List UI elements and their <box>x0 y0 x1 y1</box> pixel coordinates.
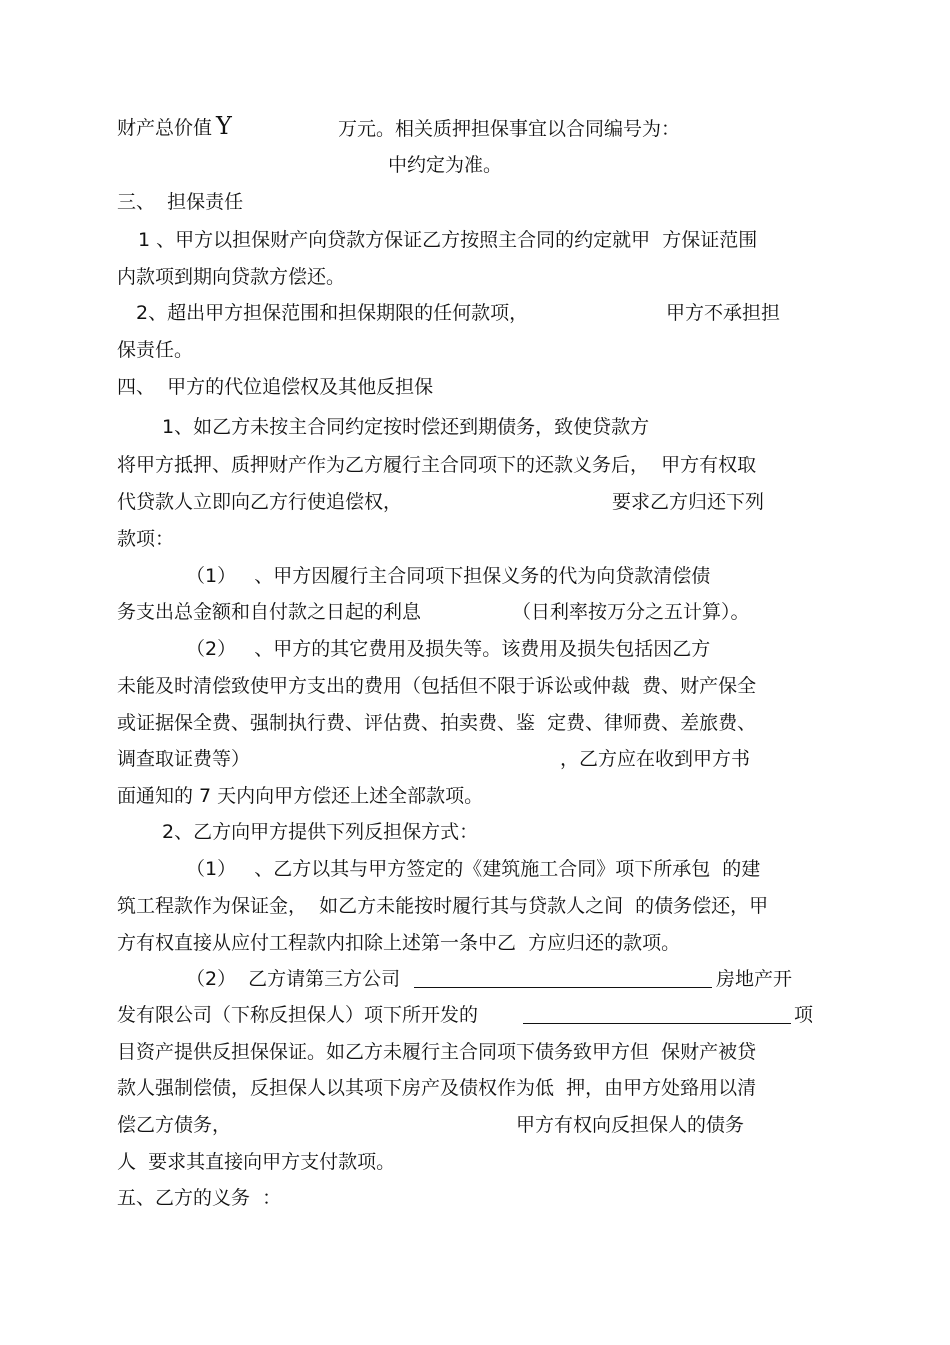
paragraph-line: 发有限公司（下称反担保人）项下所开发的 <box>117 1004 479 1026</box>
paragraph-line: 甲方不承担担 <box>666 302 781 324</box>
section-heading-5: 五、乙方的义务 ： <box>117 1187 282 1209</box>
paragraph-line: 方有权直接从应付工程款内扣除上述第一条中乙 方应归还的款项。 <box>117 932 681 954</box>
paragraph-line: 2、乙方向甲方提供下列反担保方式： <box>162 821 479 843</box>
section-heading-3: 三、 担保责任 <box>117 191 244 213</box>
paragraph-line: 目资产提供反担保保证。如乙方未履行主合同项下债务致甲方但 保财产被贷 <box>117 1041 757 1063</box>
paragraph-line: 甲方有权向反担保人的债务 <box>516 1114 745 1136</box>
paragraph-line: ，乙方应在收到甲方书 <box>560 748 751 770</box>
paragraph-line: 未能及时清偿致使甲方支出的费用（包括但不限于诉讼或仲裁 费、财产保全 <box>117 675 757 697</box>
paragraph-line: （2） 、甲方的其它费用及损失等。该费用及损失包括因乙方 <box>186 638 711 660</box>
paragraph-line: （2） 乙方请第三方公司 <box>186 968 401 990</box>
paragraph-line: （1） 、乙方以其与甲方签定的《建筑施工合同》项下所承包 的建 <box>186 858 761 880</box>
paragraph-line: 房地产开 <box>716 968 793 990</box>
paragraph-line: 筑工程款作为保证金， 如乙方未能按时履行其与贷款人之间 的债务偿还，甲 <box>117 895 769 917</box>
paragraph-line: 款项： <box>117 528 175 550</box>
paragraph-line: 1、如乙方未按主合同约定按时偿还到期债务，致使贷款方 <box>162 416 650 438</box>
paragraph-line: 1 、甲方以担保财产向贷款方保证乙方按照主合同的约定就甲 方保证范围 <box>138 229 758 251</box>
paragraph-line: 或证据保全费、强制执行费、评估费、拍卖费、鉴 定费、律师费、差旅费、 <box>117 712 757 734</box>
company-name-blank <box>414 970 712 988</box>
paragraph-line: 人 要求其直接向甲方支付款项。 <box>117 1151 396 1173</box>
paragraph-line: 保责任。 <box>117 339 194 361</box>
paragraph-line: 代贷款人立即向乙方行使追偿权， <box>117 491 403 513</box>
project-name-blank <box>523 1006 791 1024</box>
paragraph-line: 2、超出甲方担保范围和担保期限的任何款项， <box>136 302 529 324</box>
paragraph-line: 面通知的 7 天内向甲方偿还上述全部款项。 <box>117 785 484 807</box>
section-heading-4: 四、 甲方的代位追偿权及其他反担保 <box>117 376 434 398</box>
paragraph-line: 要求乙方归还下列 <box>612 491 765 513</box>
text: 财产总价值 <box>117 117 213 139</box>
yuan-symbol: Y <box>216 112 232 140</box>
paragraph-line: 务支出总金额和自付款之日起的利息 <box>117 601 422 623</box>
paragraph-line: 项 <box>794 1004 814 1026</box>
paragraph-line: 调查取证费等） <box>117 748 251 770</box>
paragraph-line: 内款项到期向贷款方偿还。 <box>117 266 346 288</box>
paragraph-line: 款人强制偿债，反担保人以其项下房产及债权作为低 押，由甲方处臵用以清 <box>117 1077 757 1099</box>
paragraph-line: 将甲方抵押、质押财产作为乙方履行主合同项下的还款义务后， 甲方有权取 <box>117 454 757 476</box>
paragraph-line: （日利率按万分之五计算）。 <box>512 601 750 623</box>
paragraph-line: 偿乙方债务， <box>117 1114 232 1136</box>
paragraph-line: （1） 、甲方因履行主合同项下担保义务的代为向贷款清偿债 <box>186 565 711 587</box>
line-contract-number: 万元。相关质押担保事宜以合同编号为： <box>338 118 681 140</box>
line-property-value <box>117 114 232 140</box>
line-agreed: 中约定为准。 <box>388 154 503 176</box>
